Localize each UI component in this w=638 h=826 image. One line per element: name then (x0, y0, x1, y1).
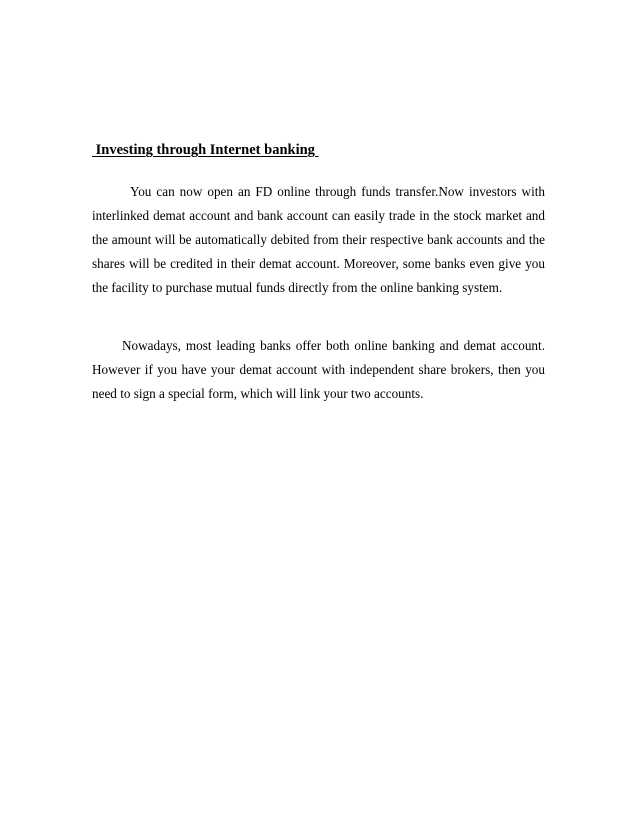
paragraph-demat-account: Nowadays, most leading banks offer both online banking and demat account. However if you have your demat account with independent share brokers, then you need to sign a special form, which will link your two accounts. (92, 338, 545, 401)
paragraph-fd-online: You can now open an FD online through funds transfer.Now investors with interlinked demat account and bank account can easily trade in the stock market and the amount will be automatically debited from their respective bank accounts and the shares will be credited in their demat account. Moreover, some banks even give you the facility to purchase mutual funds directly from the online banking system. (92, 184, 545, 295)
section-heading: Investing through Internet banking (92, 142, 319, 158)
